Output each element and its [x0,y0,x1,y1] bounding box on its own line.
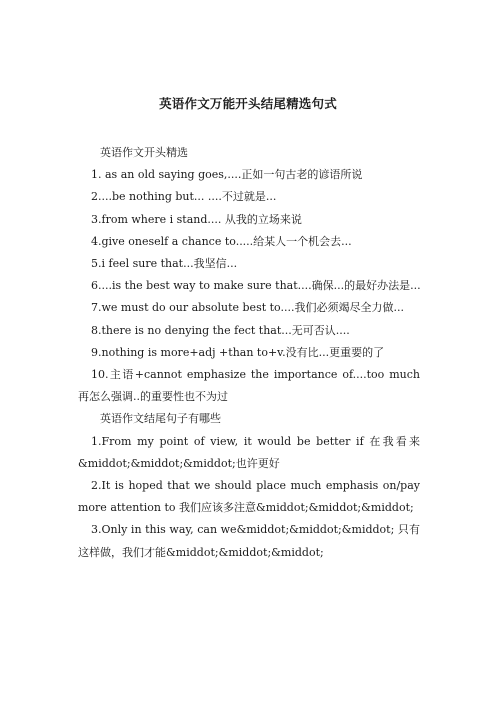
closing-section-heading: 英语作文结尾句子有哪些 [100,412,221,426]
opening-item-5: 5.i feel sure that...我坚信... [91,257,238,271]
closing-item-2: 2.It is hoped that we should place much emphasis on/pay more attention to 我们应该多注意&middot;&middot;&middot; [78,479,420,515]
opening-section-heading: 英语作文开头精选 [100,146,188,159]
document-body [78,142,420,564]
closing-item-3: 3.Only in this way, can we&middot;&middot;&middot; 只有这样做，我们才能&middot;&middot;&middot; [78,523,420,559]
opening-item-3: 3.from where i stand.... 从我的立场来说 [91,212,302,226]
opening-item-4: 4.give oneself a chance to.....给某人一个机会去... [91,234,352,248]
opening-item-6: 6....is the best way to make sure that....确保...的最好办法是... [91,279,421,293]
opening-item-2: 2....be nothing but... ....不过就是... [91,190,277,204]
document-title: 英语作文万能开头结尾精选句式 [159,96,337,111]
opening-item-1: 1. as an old saying goes,....正如一句古老的谚语所说 [91,168,363,182]
opening-item-9: 9.nothing is more+adj +than to+v.没有比...更重要的了 [91,345,385,359]
opening-item-8: 8.there is no denying the fect that...无可否认.... [91,323,350,337]
opening-item-7: 7.we must do our absolute best to....我们必须竭尽全力做... [91,301,404,315]
closing-item-1: 1.From my point of view, it would be better if 在我看来&middot;&middot;&middot;也许更好 [78,434,420,470]
opening-item-10: 10.主语+cannot emphasize the importance of....too much 再怎么强调..的重要性也不为过 [78,368,420,404]
